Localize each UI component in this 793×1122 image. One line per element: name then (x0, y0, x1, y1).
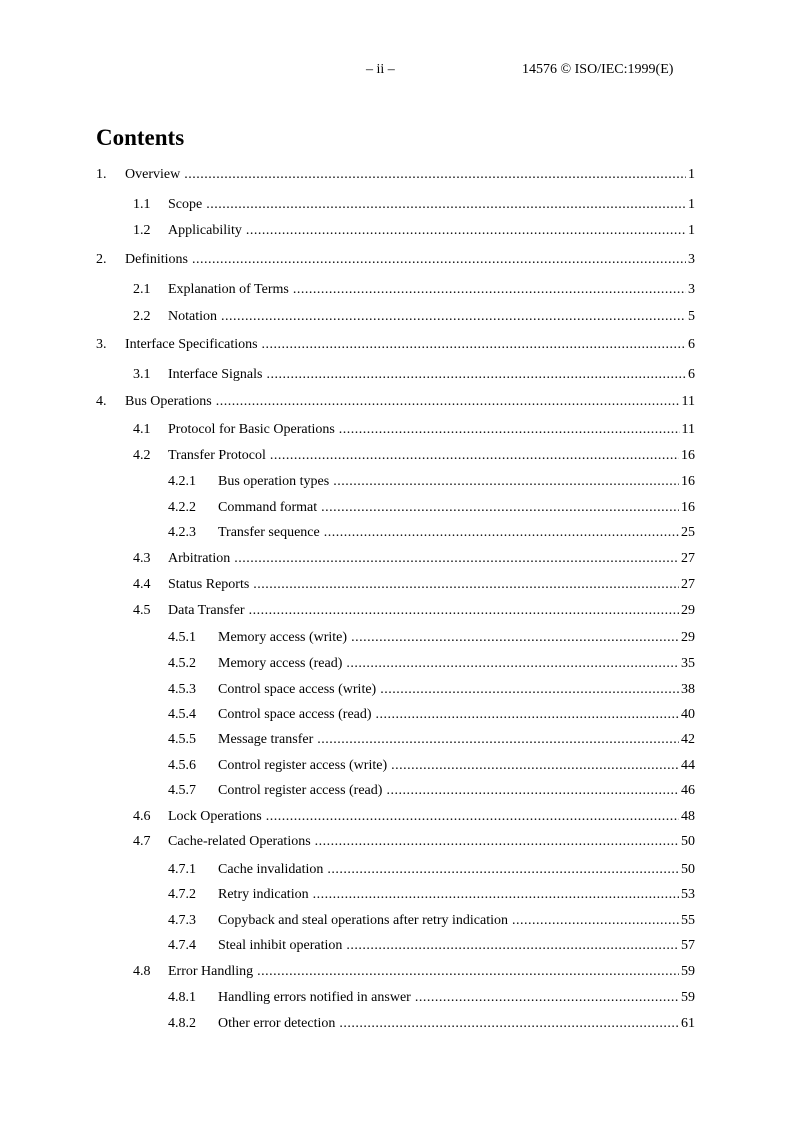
toc-entry-label: Cache-related Operations (168, 834, 311, 849)
toc-entry-number: 4.3 (133, 551, 151, 566)
toc-entry-label: Command format (218, 500, 318, 515)
toc-entry-page: 1 (688, 167, 695, 182)
toc-entry (96, 393, 695, 411)
toc-entry (133, 366, 695, 384)
toc-entry-page: 27 (681, 551, 695, 566)
toc-entry-label: Protocol for Basic Operations (168, 422, 335, 437)
toc-entry (168, 757, 695, 775)
toc-entry-number: 4.5.5 (168, 732, 196, 747)
toc-entry-number: 1.1 (133, 197, 151, 212)
toc-entry-label: Applicability (168, 223, 242, 238)
toc-entry-page: 55 (681, 913, 695, 928)
toc-dot-leader (339, 421, 680, 439)
toc-entry-number: 2.1 (133, 282, 151, 297)
toc-entry (168, 886, 695, 904)
toc-entry (168, 989, 695, 1007)
toc-entry-number: 4.7 (133, 834, 151, 849)
toc-entry (133, 222, 695, 240)
toc-entry-label: Explanation of Terms (168, 282, 289, 297)
toc-entry-page: 27 (681, 577, 695, 592)
toc-dot-leader (234, 550, 679, 568)
toc-dot-leader (293, 281, 686, 299)
toc-entry-page: 42 (681, 732, 695, 747)
toc-entry-page: 38 (681, 682, 695, 697)
toc-entry-label: Lock Operations (168, 809, 262, 824)
toc-dot-leader (262, 336, 686, 354)
toc-entry-number: 4. (96, 394, 107, 409)
toc-dot-leader (184, 166, 686, 184)
toc-dot-leader (346, 655, 679, 673)
toc-entry-label: Interface Specifications (125, 337, 258, 352)
toc-dot-leader (376, 706, 679, 724)
toc-entry-number: 4.4 (133, 577, 151, 592)
toc-entry-page: 57 (681, 938, 695, 953)
toc-entry-number: 4.2.2 (168, 500, 196, 515)
toc-entry-page: 1 (688, 223, 695, 238)
toc-entry-number: 4.2.3 (168, 525, 196, 540)
toc-dot-leader (253, 576, 679, 594)
toc-dot-leader (221, 308, 686, 326)
header-standard-number: 14576 © ISO/IEC:1999(E) (522, 62, 674, 77)
toc-entry-page: 44 (681, 758, 695, 773)
toc-entry-number: 4.2 (133, 448, 151, 463)
toc-entry-page: 59 (681, 964, 695, 979)
toc-entry-page: 29 (681, 603, 695, 618)
toc-entry-page: 3 (688, 282, 695, 297)
toc-entry (168, 681, 695, 699)
toc-entry-page: 48 (681, 809, 695, 824)
toc-entry-number: 2.2 (133, 309, 151, 324)
toc-entry (168, 937, 695, 955)
toc-entry-page: 29 (681, 630, 695, 645)
toc-entry-page: 5 (688, 309, 695, 324)
toc-dot-leader (512, 912, 679, 930)
toc-dot-leader (415, 989, 679, 1007)
toc-entry-page: 50 (681, 834, 695, 849)
toc-entry-number: 3. (96, 337, 107, 352)
toc-entry (96, 251, 695, 269)
toc-entry-label: Handling errors notified in answer (218, 990, 411, 1005)
toc-entry-number: 1.2 (133, 223, 151, 238)
toc-entry-label: Status Reports (168, 577, 250, 592)
toc-entry (133, 833, 695, 851)
toc-entry-label: Bus operation types (218, 474, 330, 489)
toc-entry-number: 1. (96, 167, 107, 182)
toc-entry-number: 4.7.2 (168, 887, 196, 902)
toc-dot-leader (391, 757, 679, 775)
toc-dot-leader (339, 1015, 679, 1033)
toc-entry-label: Bus Operations (125, 394, 212, 409)
toc-entry-number: 4.5.6 (168, 758, 196, 773)
toc-entry-label: Data Transfer (168, 603, 245, 618)
toc-entry-page: 16 (681, 448, 695, 463)
toc-dot-leader (206, 196, 686, 214)
toc-entry-page: 40 (681, 707, 695, 722)
toc-entry (133, 576, 695, 594)
toc-entry (133, 550, 695, 568)
toc-entry (168, 706, 695, 724)
toc-dot-leader (266, 808, 679, 826)
toc-entry-number: 4.8.2 (168, 1016, 196, 1031)
toc-entry (133, 447, 695, 465)
toc-entry (133, 421, 695, 439)
toc-entry-label: Memory access (write) (218, 630, 348, 645)
toc-entry-number: 4.5.4 (168, 707, 196, 722)
toc-entry (96, 336, 695, 354)
toc-entry-number: 4.5.1 (168, 630, 196, 645)
toc-entry (168, 655, 695, 673)
toc-entry (168, 731, 695, 749)
toc-entry (168, 912, 695, 930)
toc-entry (133, 308, 695, 326)
toc-dot-leader (315, 833, 679, 851)
page-title: Contents (96, 125, 185, 150)
toc-entry (133, 602, 695, 620)
toc-dot-leader (346, 937, 679, 955)
toc-entry (168, 524, 695, 542)
toc-entry-number: 4.2.1 (168, 474, 196, 489)
toc-entry-number: 4.8.1 (168, 990, 196, 1005)
toc-dot-leader (351, 629, 679, 647)
toc-entry-page: 61 (681, 1016, 695, 1031)
toc-entry (168, 499, 695, 517)
toc-entry (133, 963, 695, 981)
toc-entry-label: Control register access (write) (218, 758, 388, 773)
toc-entry-label: Definitions (125, 252, 188, 267)
toc-entry-label: Control space access (write) (218, 682, 377, 697)
toc-entry (96, 166, 695, 184)
toc-dot-leader (249, 602, 679, 620)
toc-entry-page: 6 (688, 337, 695, 352)
toc-entry-page: 16 (681, 500, 695, 515)
toc-entry-label: Overview (125, 167, 181, 182)
toc-entry-page: 25 (681, 525, 695, 540)
toc-entry-page: 3 (688, 252, 695, 267)
toc-entry-label: Control space access (read) (218, 707, 372, 722)
toc-entry-page: 11 (681, 422, 695, 437)
toc-entry-label: Steal inhibit operation (218, 938, 343, 953)
toc-dot-leader (317, 731, 679, 749)
toc-entry (133, 281, 695, 299)
toc-entry-number: 4.7.3 (168, 913, 196, 928)
toc-entry-label: Copyback and steal operations after retry indication (218, 913, 509, 928)
toc-dot-leader (216, 393, 680, 411)
toc-entry-number: 4.7.4 (168, 938, 196, 953)
toc-entry-page: 16 (681, 474, 695, 489)
toc-entry-number: 3.1 (133, 367, 151, 382)
toc-entry (168, 629, 695, 647)
toc-entry-number: 4.8 (133, 964, 151, 979)
toc-entry-label: Other error detection (218, 1016, 336, 1031)
toc-dot-leader (270, 447, 679, 465)
toc-entry-label: Transfer sequence (218, 525, 320, 540)
toc-entry-label: Interface Signals (168, 367, 263, 382)
toc-entry-label: Error Handling (168, 964, 254, 979)
toc-dot-leader (192, 251, 686, 269)
toc-entry-page: 35 (681, 656, 695, 671)
toc-entry (133, 196, 695, 214)
toc-entry-label: Retry indication (218, 887, 309, 902)
toc-dot-leader (246, 222, 686, 240)
toc-entry-page: 1 (688, 197, 695, 212)
toc-entry-label: Transfer Protocol (168, 448, 266, 463)
toc-entry-number: 2. (96, 252, 107, 267)
toc-entry (133, 808, 695, 826)
toc-entry-label: Message transfer (218, 732, 314, 747)
toc-dot-leader (257, 963, 679, 981)
toc-entry-page: 46 (681, 783, 695, 798)
toc-entry-number: 4.7.1 (168, 862, 196, 877)
toc-dot-leader (324, 524, 679, 542)
toc-entry (168, 1015, 695, 1033)
toc-dot-leader (266, 366, 686, 384)
toc-entry-number: 4.5.3 (168, 682, 196, 697)
toc-dot-leader (380, 681, 679, 699)
toc-dot-leader (386, 782, 679, 800)
toc-entry-page: 59 (681, 990, 695, 1005)
header-page-number: – ii – (366, 62, 395, 77)
toc-entry-number: 4.5.7 (168, 783, 196, 798)
toc-entry-label: Memory access (read) (218, 656, 343, 671)
toc-dot-leader (327, 861, 679, 879)
toc-entry-number: 4.6 (133, 809, 151, 824)
toc-entry-label: Arbitration (168, 551, 231, 566)
toc-entry-page: 11 (681, 394, 695, 409)
toc-entry-number: 4.5.2 (168, 656, 196, 671)
toc-entry-label: Scope (168, 197, 203, 212)
toc-entry (168, 861, 695, 879)
toc-entry-label: Control register access (read) (218, 783, 383, 798)
toc-dot-leader (333, 473, 679, 491)
toc-entry-page: 6 (688, 367, 695, 382)
toc-entry-number: 4.1 (133, 422, 151, 437)
toc-dot-leader (313, 886, 679, 904)
toc-entry (168, 473, 695, 491)
toc-entry (168, 782, 695, 800)
toc-entry-page: 50 (681, 862, 695, 877)
toc-dot-leader (321, 499, 679, 517)
toc-entry-label: Cache invalidation (218, 862, 324, 877)
toc-entry-page: 53 (681, 887, 695, 902)
toc-entry-label: Notation (168, 309, 217, 324)
toc-entry-number: 4.5 (133, 603, 151, 618)
